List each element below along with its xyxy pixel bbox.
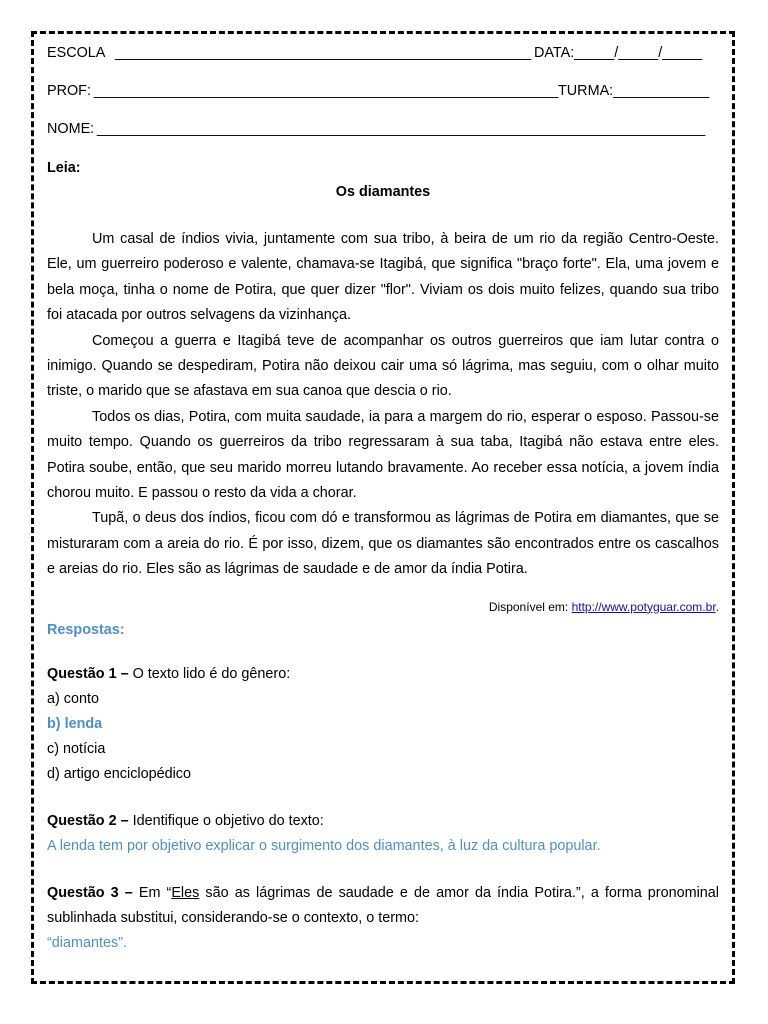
question-2-text: Identifique o objetivo do texto: — [128, 812, 324, 829]
option-d: d) artigo enciclopédico — [47, 765, 191, 782]
escola-line[interactable]: ____________________________________________________ — [115, 45, 532, 61]
source-label: Disponível em: — [488, 599, 572, 614]
question-2-label: Questão 2 – — [47, 812, 129, 829]
leia-label: Leia: — [47, 160, 81, 176]
source-link[interactable]: http://www.potyguar.com.br — [571, 599, 716, 614]
option-a: a) conto — [47, 690, 99, 707]
nome-label: NOME: — [47, 121, 95, 137]
header-nome-row — [47, 120, 719, 143]
question-1-label: Questão 1 – — [47, 665, 129, 682]
answers-heading: Respostas: — [47, 621, 125, 638]
question-3-answer: “diamantes”. — [47, 934, 127, 951]
escola-label: ESCOLA — [47, 45, 106, 61]
story-paragraph: Começou a guerra e Itagibá teve de acompanhar os outros guerreiros que iam lutar contra o inimigo. Quando se despediram, Potira não deixou cair uma só lágrima, mas seguiu, com o olhar muito triste, o marido que se afastava em sua canoa que descia o rio. — [47, 332, 719, 400]
question-2 — [47, 809, 719, 834]
source-citation — [47, 599, 719, 615]
question-3-underlined-word: Eles — [171, 884, 200, 901]
header-prof-row — [47, 82, 719, 105]
worksheet — [47, 44, 719, 956]
source-end: . — [715, 599, 719, 614]
option-b-correct: b) lenda — [47, 715, 103, 732]
question-2-answer: A lenda tem por objetivo explicar o surgimento dos diamantes, à luz da cultura popular. — [47, 837, 601, 854]
prof-line[interactable]: __________________________________________________________ — [94, 83, 559, 99]
data-label[interactable]: DATA:_____/_____/_____ — [534, 45, 703, 61]
option-c: c) notícia — [47, 740, 106, 757]
prof-label: PROF: — [47, 83, 91, 99]
question-3 — [47, 881, 719, 931]
question-3-label: Questão 3 – — [47, 884, 133, 901]
story-paragraph: Um casal de índios vivia, juntamente com sua tribo, à beira de um rio da região Centro-Oeste. Ele, um guerreiro poderoso e valente, chamava-se Itagibá, que significa "braço forte". Ela, uma jovem e bela moça, tinha o nome de Potira, que quer dizer "flor". Viviam os dois muito felizes, quando sua tribo foi atacada por outros selvagens da vizinhança. — [47, 231, 719, 324]
question-3-post: são as lágrimas de saudade e de amor da índia Potira.”, a forma pronominal sublinhada substitui, considerando-se o contexto, o termo: — [47, 884, 719, 926]
story-paragraph: Todos os dias, Potira, com muita saudade, ia para a margem do rio, esperar o esposo. Passou-se muito tempo. Quando os guerreiros da tribo regressaram à sua taba, Itagibá não estava entre eles. Potira soube, então, que seu marido morreu lutando bravamente. Ao receber essa notícia, a jovem índia chorou muito. E passou o resto da vida a chorar. — [47, 408, 719, 502]
nome-line[interactable]: ____________________________________________________________________________ — [97, 121, 706, 137]
story-paragraph: Tupã, o deus dos índios, ficou com dó e transformou as lágrimas de Potira em diamantes, que se misturaram com a areia do rio. É por isso, dizem, que os diamantes são encontrados entre os cascalhos e areias do rio. Eles são as lágrimas de saudade e de amor da índia Potira. — [47, 510, 719, 578]
text-title: Os diamantes — [335, 184, 431, 200]
story-text — [47, 227, 719, 583]
header-escola-row — [47, 44, 719, 67]
question-1 — [47, 662, 719, 687]
turma-label[interactable]: TURMA:____________ — [558, 83, 710, 99]
question-3-pre: Em “ — [132, 884, 172, 901]
question-1-text: O texto lido é do gênero: — [128, 665, 291, 682]
